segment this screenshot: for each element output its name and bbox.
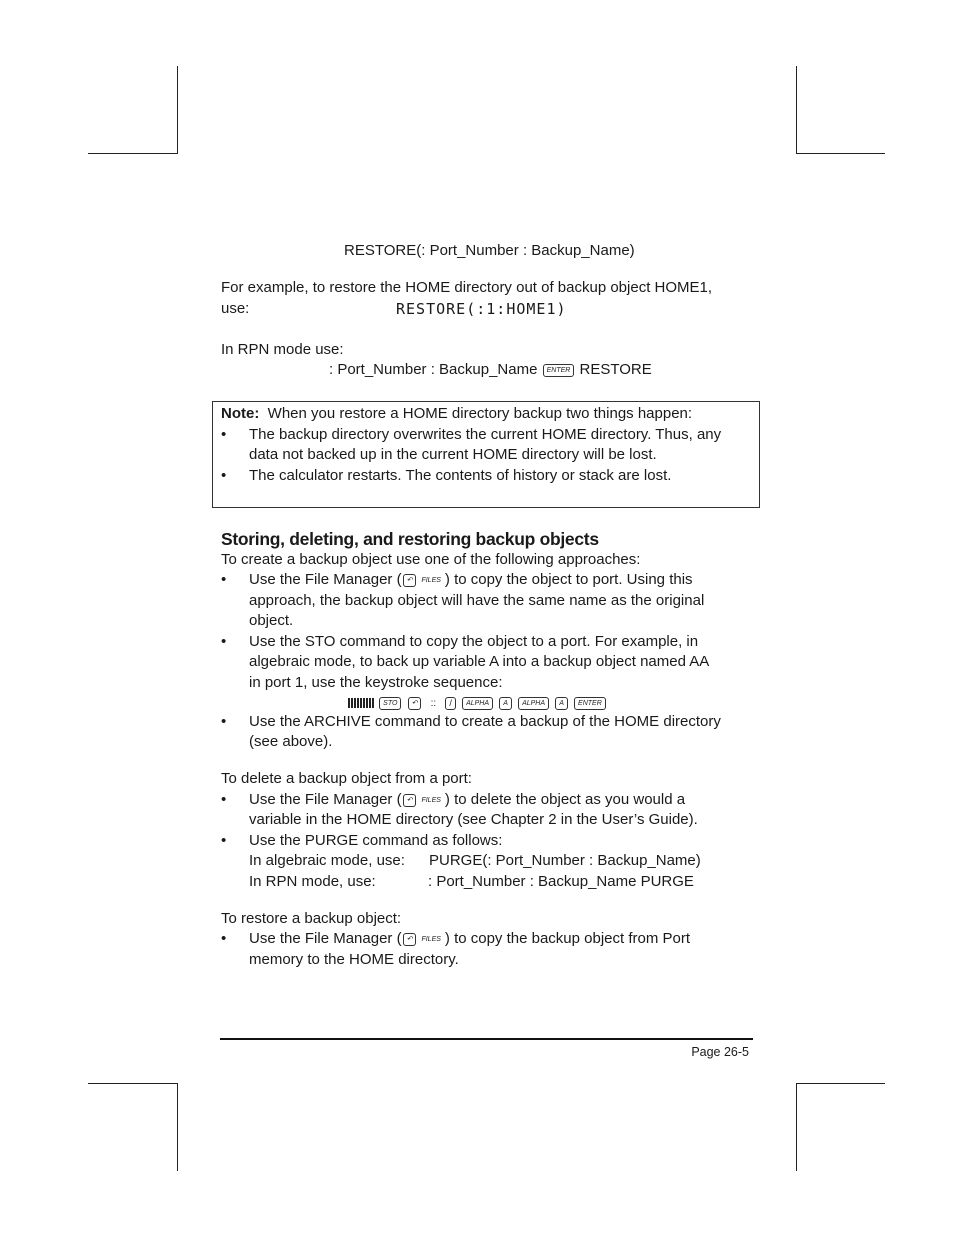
crop-mark xyxy=(88,153,177,154)
note-header xyxy=(221,404,692,424)
a-key-icon: A xyxy=(499,697,512,710)
files-key-icon: FILES xyxy=(421,576,441,584)
files-key-icon: FILES xyxy=(421,796,441,804)
note-text: When you restore a HOME directory backup two things happen: xyxy=(267,405,693,422)
bullet: • xyxy=(221,713,227,730)
footer-rule xyxy=(220,1038,753,1040)
slash-key-icon: / xyxy=(445,697,456,710)
example-use-label: use: xyxy=(221,300,250,317)
enter-key-icon: ENTER xyxy=(543,364,575,377)
restore-intro: To restore a backup object: xyxy=(221,910,402,927)
example-line: For example, to restore the HOME directory out of backup object HOME1, xyxy=(221,279,713,296)
bullet: • xyxy=(221,832,227,849)
bullet: • xyxy=(221,930,227,947)
item-text: Use the ARCHIVE command to create a backup of the HOME directory xyxy=(249,713,721,730)
bullet: • xyxy=(221,791,227,808)
item-text: algebraic mode, to back up variable A into a backup object named AA xyxy=(249,653,710,670)
left-shift-key-icon: ↶ xyxy=(403,933,417,946)
crop-mark xyxy=(796,66,797,154)
files-key-icon: FILES xyxy=(421,935,441,943)
item-text: variable in the HOME directory (see Chapter 2 in the User’s Guide). xyxy=(249,811,698,828)
item-text: in port 1, use the keystroke sequence: xyxy=(249,674,503,691)
crop-mark xyxy=(797,1083,885,1084)
crop-mark xyxy=(177,1083,178,1171)
bullet: • xyxy=(221,426,227,443)
item-text: Use the File Manager ( xyxy=(249,791,402,808)
delete-item-file-manager xyxy=(249,790,685,810)
sto-key-icon: STO xyxy=(379,697,401,710)
note-item-text: The calculator restarts. The contents of history or stack are lost. xyxy=(249,467,672,484)
alpha-key-icon: ALPHA xyxy=(518,697,549,710)
item-text: object. xyxy=(249,612,294,629)
item-text: Use the File Manager ( xyxy=(249,571,402,588)
crop-mark xyxy=(177,66,178,154)
item-text: ) to copy the object to port. Using this xyxy=(444,571,693,588)
item-text: (see above). xyxy=(249,733,333,750)
left-shift-key-icon: ↶ xyxy=(403,574,417,587)
rpn-line-text: : Port_Number : Backup_Name xyxy=(329,361,538,378)
right-shift-key-icon: ↶ xyxy=(408,697,422,710)
rpn-line-command: RESTORE xyxy=(579,361,652,378)
item-text: Use the PURGE command as follows: xyxy=(249,832,503,849)
item-text: ) to delete the object as you would a xyxy=(444,791,686,808)
item-text: Use the File Manager ( xyxy=(249,930,402,947)
delete-intro: To delete a backup object from a port: xyxy=(221,770,472,787)
keystroke-sequence xyxy=(348,693,607,713)
purge-alg-value: PURGE(: Port_Number : Backup_Name) xyxy=(429,852,701,869)
restore-syntax: RESTORE(: Port_Number : Backup_Name) xyxy=(344,242,635,259)
crop-mark xyxy=(797,153,885,154)
purge-alg-label: In algebraic mode, use: xyxy=(249,852,405,869)
create-item-file-manager xyxy=(249,570,693,590)
create-intro: To create a backup object use one of the following approaches: xyxy=(221,551,641,568)
section-heading-wrap xyxy=(221,527,599,551)
note-label: Note: xyxy=(221,405,260,422)
note-item-text: The backup directory overwrites the current HOME directory. Thus, any xyxy=(249,426,722,443)
section-heading: Storing, deleting, and restoring backup objects xyxy=(221,529,599,549)
item-text: Use the STO command to copy the object to a port. For example, in xyxy=(249,633,699,650)
rpn-intro: In RPN mode use: xyxy=(221,341,344,358)
purge-rpn-label: In RPN mode, use: xyxy=(249,873,376,890)
purge-rpn-value: : Port_Number : Backup_Name PURGE xyxy=(428,873,694,890)
item-text: approach, the backup object will have the same name as the original xyxy=(249,592,705,609)
item-text: ) to copy the backup object from Port xyxy=(444,930,691,947)
keyboard-image-icon xyxy=(348,698,374,708)
page-number: Page 26-5 xyxy=(691,1045,749,1059)
a-key-icon: A xyxy=(555,697,568,710)
crop-mark xyxy=(796,1083,797,1171)
rpn-line xyxy=(329,360,652,380)
example-code: RESTORE(:1:HOME1) xyxy=(396,300,567,318)
colons-key-icon: :: xyxy=(430,697,437,709)
enter-key-icon: ENTER xyxy=(574,697,606,710)
alpha-key-icon: ALPHA xyxy=(462,697,493,710)
crop-mark xyxy=(88,1083,177,1084)
bullet: • xyxy=(221,633,227,650)
bullet: • xyxy=(221,467,227,484)
left-shift-key-icon: ↶ xyxy=(403,794,417,807)
note-item-text: data not backed up in the current HOME directory will be lost. xyxy=(249,446,657,463)
bullet: • xyxy=(221,571,227,588)
restore-item-file-manager xyxy=(249,929,690,949)
item-text: memory to the HOME directory. xyxy=(249,951,459,968)
